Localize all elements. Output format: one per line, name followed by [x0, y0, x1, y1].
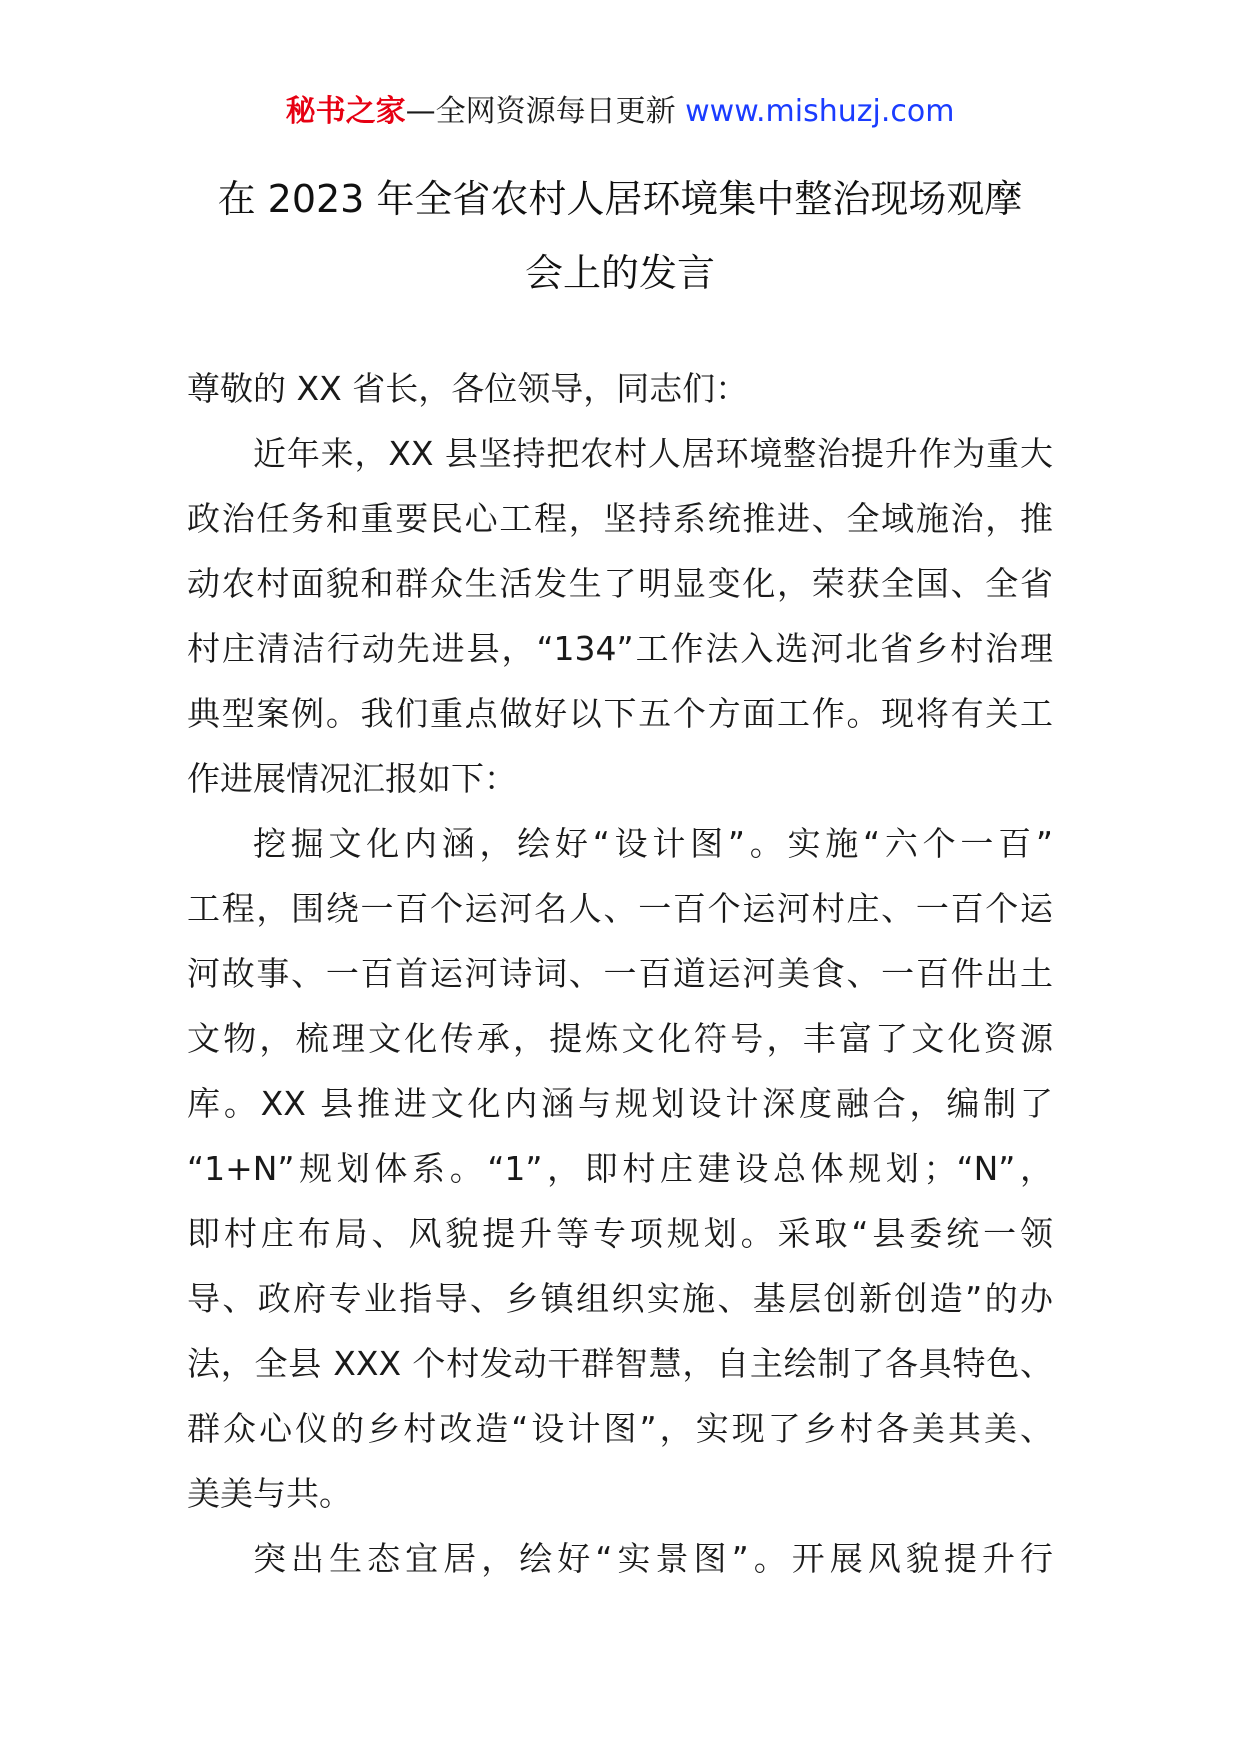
body-line: 作进展情况汇报如下：: [187, 759, 517, 798]
body-line: 近年来，XX 县坚持把农村人居环境整治提升作为重大: [253, 434, 1053, 473]
site-url-link[interactable]: www.mishuzj.com: [685, 94, 955, 129]
body-line: 文物，梳理文化传承，提炼文化符号，丰富了文化资源: [187, 1019, 1053, 1058]
body-line: 即村庄布局、风貌提升等专项规划。采取“县委统一领: [187, 1214, 1053, 1253]
document-title: [150, 162, 1090, 310]
site-banner: [0, 92, 1240, 132]
title-line-2: 会上的发言: [524, 251, 715, 295]
body-line: 美美与共。: [187, 1474, 352, 1513]
body-line: 突出生态宜居，绘好“实景图”。开展风貌提升行: [253, 1539, 1053, 1578]
document-body: [187, 356, 1053, 1591]
body-line: 挖掘文化内涵，绘好“设计图”。实施“六个一百”: [253, 824, 1053, 863]
salutation: 尊敬的 XX 省长，各位领导，同志们：: [187, 369, 749, 408]
body-line: “1+N”规划体系。“1”，即村庄建设总体规划；“N”，: [187, 1149, 1053, 1188]
body-line: 法，全县 XXX 个村发动干群智慧，自主绘制了各具特色、: [187, 1344, 1053, 1383]
site-brand: 秘书之家: [285, 94, 406, 129]
site-tagline: —全网资源每日更新: [405, 94, 676, 129]
body-line: 河故事、一百首运河诗词、一百道运河美食、一百件出土: [187, 954, 1053, 993]
body-line: 动农村面貌和群众生活发生了明显变化，荣获全国、全省: [187, 564, 1053, 603]
body-line: 群众心仪的乡村改造“设计图”，实现了乡村各美其美、: [187, 1409, 1053, 1448]
body-line: 库。XX 县推进文化内涵与规划设计深度融合，编制了: [187, 1084, 1053, 1123]
body-line: 典型案例。我们重点做好以下五个方面工作。现将有关工: [187, 694, 1053, 733]
body-line: 村庄清洁行动先进县，“134”工作法入选河北省乡村治理: [187, 629, 1053, 668]
body-line: 政治任务和重要民心工程，坚持系统推进、全域施治，推: [187, 499, 1053, 538]
body-line: 导、政府专业指导、乡镇组织实施、基层创新创造”的办: [187, 1279, 1053, 1318]
title-line-1: 在 2023 年全省农村人居环境集中整治现场观摩: [217, 177, 1023, 221]
body-line: 工程，围绕一百个运河名人、一百个运河村庄、一百个运: [187, 889, 1053, 928]
